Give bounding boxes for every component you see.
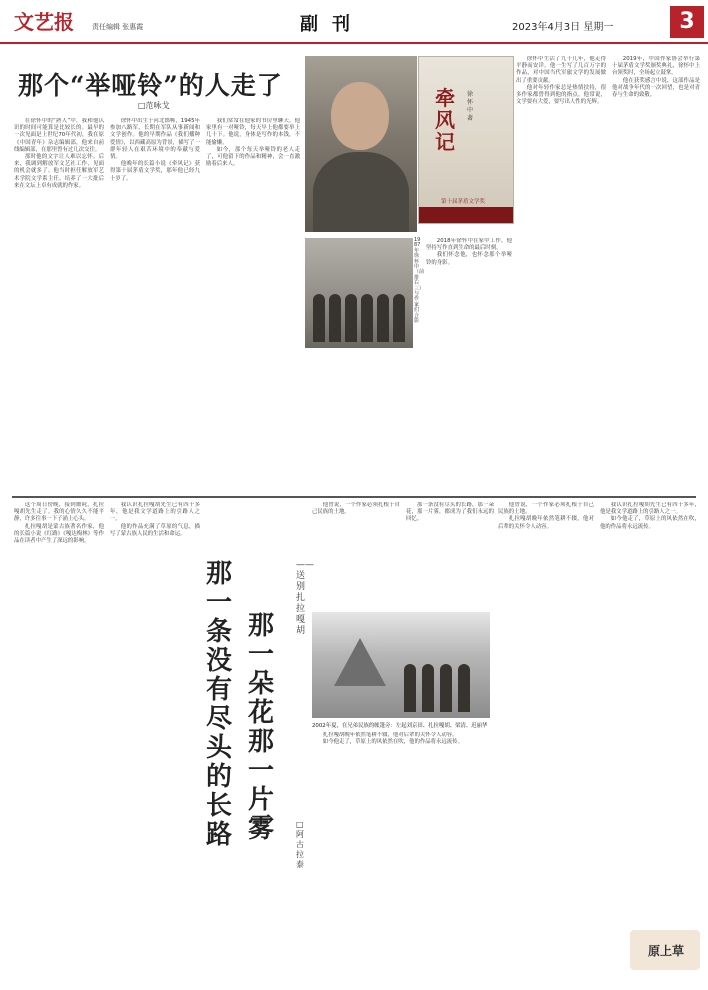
person-figure	[361, 294, 373, 342]
book-award-badge: 第十届茅盾文学奖	[441, 199, 486, 205]
person-figure	[393, 294, 405, 342]
book-title: 牵风记	[435, 86, 455, 154]
person-figure	[345, 294, 357, 342]
article2-column-3-top: 他曾说，一个作家必须扎根于自己民族的土地。	[312, 502, 400, 516]
person-figure	[422, 664, 434, 712]
book-cover	[418, 56, 514, 224]
book-author: 徐怀中 著	[467, 91, 474, 122]
newspaper-logo: 文艺报	[14, 10, 74, 34]
article2-column-1: 这个周日傍晚，接到噩耗，扎拉嘎胡先生走了。我的心情久久不能平静，许多往事一下子涌上心头。 扎拉嘎胡是蒙古族著名作家，他的长篇小说《红路》《嘎达梅林》等作品在读者中产生了深远的影响。	[14, 502, 104, 545]
article1-title: 那个“举哑铃”的人走了	[18, 71, 283, 100]
person-figure	[329, 294, 341, 342]
article2-subtitle: ——送别扎拉嘎胡	[296, 560, 314, 636]
person-figure	[404, 664, 416, 712]
column-logo-text: 原上草	[648, 944, 685, 958]
group-photo-caption: 1987年徐怀中（前排右三）与作家们合影	[414, 237, 425, 325]
tent-shape	[334, 638, 386, 686]
editor-credit: 责任编辑 张惠霞	[92, 23, 144, 31]
person-figure	[313, 294, 325, 342]
outdoor-photo	[312, 612, 490, 718]
portrait-head-shape	[331, 82, 389, 150]
article1-column-3: 我们常常在他家的书房里聊天。他家里有一对哑铃，每天早上他都要举上几十下。他说，身体是写作的本钱，不能偷懒。 如今，那个每天举哑铃的老人走了，可他留下的作品和精神，会一直激励着后来人。	[206, 118, 300, 168]
article2-column-5: 他曾说，一个作家必须扎根于自己民族的土地。 扎拉嘎胡晚年依然笔耕不辍，他对后辈的关怀令人动容。	[498, 502, 594, 530]
issue-date: 2023年4月3日 星期一	[512, 22, 614, 33]
book-cover-band	[419, 207, 513, 223]
article1-column-5: 2019年，中国作家协会举行第十届茅盾文学奖颁奖典礼，徐怀中上台领奖时，全场起立鼓掌。 他在获奖感言中说，这部作品是他对战争年代的一次回望，也是对青春与生命的致敬。	[612, 56, 700, 99]
section-title: 副刊	[300, 14, 364, 35]
article1-column-1: 在徐怀中的“熟人”中，我和他认识的时间可能算是比较长的。最早的一次见面是上世纪70年代初，我在原《中国青年》杂志编辑部，他来自前线编辑部，在那里曾有过几次交往。 那时他的文字让人难以忘怀。后来，我调到解放军文艺社工作，见面的机会就多了。他当时担任解放军艺术学院文学系主任，培养了一大批后来在文坛上卓有成就的作家。	[14, 118, 104, 189]
article2-column-2: 我认识扎拉嘎胡先生已有四十多年，他是我文学道路上的引路人之一。 他的作品充满了草原的气息，描写了蒙古族人民的生活和命运。	[110, 502, 200, 537]
article2-column-3b-top: 那一条没有尽头的长路，那一朵花，那一片雾，都成为了我们永远的回忆。	[406, 502, 494, 523]
group-photo	[305, 238, 413, 348]
page-number: 3	[670, 6, 704, 38]
outdoor-photo-caption: 2002年夏，在兄弟民族的帐篷旁：左起刘京田、扎拉嘎胡、梁清、迟丽华	[312, 723, 488, 729]
article2-column-6: 我认识扎拉嘎胡先生已有四十多年，他是我文学道路上的引路人之一。 如今他走了，草原上的风依然在吹，他的作品将永远流传。	[600, 502, 700, 530]
article2-byline: □阿古拉泰	[296, 820, 304, 869]
article1-column-4: 徐怀中生活了九十几年，他走得平静而安详。他一生写了几百万字的作品，对中国当代军旅文学的发展做出了重要贡献。 他对年轻作家总是热情扶持，很多作家都曾得到他的指点。他常说，文学要有大爱，要写出人性的光辉。	[516, 56, 606, 106]
masthead	[0, 0, 708, 44]
person-figure	[377, 294, 389, 342]
article2-title-line-2: 那一朵花那一片雾	[248, 611, 275, 844]
person-figure	[458, 664, 470, 712]
article2-title-line-1: 那一条没有尽头的长路	[206, 559, 233, 850]
article1-column-2: 徐怀中出生于河北邯郸，1945年参加八路军，长期在军队从事新闻和文学创作。他的早期作品《我们播种爱情》，以西藏高原为背景，描写了一群年轻人在艰苦环境中的奉献与爱情。 他晚年的长篇小说《牵风记》获得第十届茅盾文学奖，那年他已经九十岁了。	[110, 118, 200, 182]
person-figure	[440, 664, 452, 712]
article2-column-3-bottom: 扎拉嘎胡晚年依然笔耕不辍，他对后辈的关怀令人动容。 如今他走了，草原上的风依然在吹，他的作品将永远流传。	[322, 732, 463, 746]
portrait-body-shape	[313, 152, 409, 232]
article1-byline: □范咏戈	[138, 101, 170, 110]
section-divider	[12, 496, 696, 498]
author-portrait-photo	[305, 56, 417, 232]
article1-column-6: 2018年徐怀中在家中工作，他坚持写作直到生命的最后时刻。 我们怀念他，也怀念那个举哑铃的身影。	[426, 238, 512, 266]
